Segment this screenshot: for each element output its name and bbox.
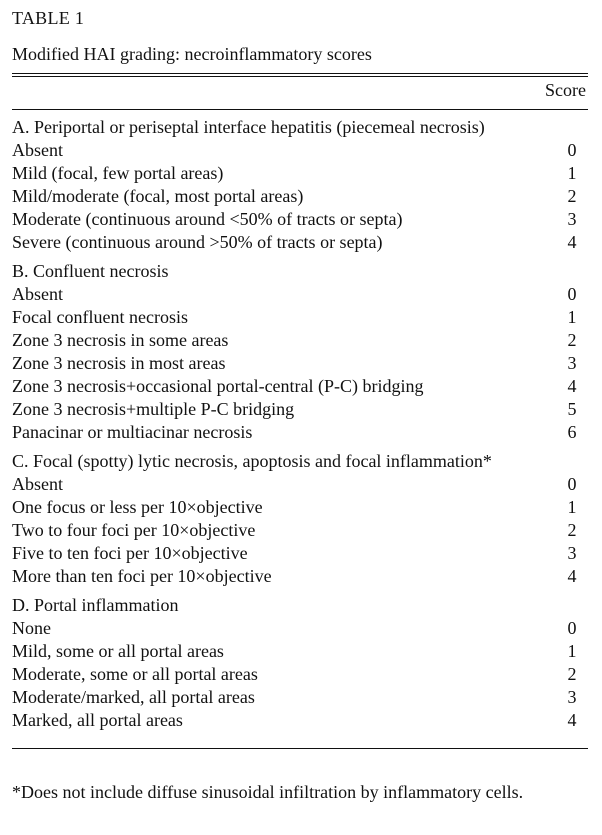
table-section	[12, 260, 588, 444]
table-row	[12, 519, 588, 542]
row-score: 1	[567, 641, 577, 661]
row-score: 4	[567, 376, 577, 396]
table-row	[12, 663, 588, 686]
table-row	[12, 185, 588, 208]
section-title: B. Confluent necrosis	[12, 261, 169, 281]
row-label: Severe (continuous around >50% of tracts or septa)	[12, 232, 383, 252]
row-score: 3	[567, 209, 577, 229]
table-row	[12, 375, 588, 398]
table-row	[12, 565, 588, 588]
row-label: Panacinar or multiacinar necrosis	[12, 422, 253, 442]
table-row	[12, 473, 588, 496]
table-row	[12, 352, 588, 375]
top-rule-double	[12, 76, 588, 77]
section-title: D. Portal inflammation	[12, 595, 179, 615]
table-row	[12, 542, 588, 565]
table-section	[12, 116, 588, 254]
row-label: None	[12, 618, 51, 638]
table-row	[12, 231, 588, 254]
row-label: Marked, all portal areas	[12, 710, 183, 730]
row-score: 4	[567, 232, 577, 252]
table-body	[12, 116, 588, 738]
row-label: Five to ten foci per 10×objective	[12, 543, 248, 563]
row-label: Moderate (continuous around <50% of tracts or septa)	[12, 209, 403, 229]
row-score: 2	[567, 330, 577, 350]
row-score: 1	[567, 497, 577, 517]
row-score: 2	[567, 520, 577, 540]
table-row	[12, 421, 588, 444]
table-footnote: *Does not include diffuse sinusoidal infiltration by inflammatory cells.	[12, 782, 524, 802]
table-row	[12, 306, 588, 329]
table-row	[12, 617, 588, 640]
table-label: TABLE 1	[12, 8, 85, 28]
row-label: Moderate, some or all portal areas	[12, 664, 258, 684]
row-label: Zone 3 necrosis in some areas	[12, 330, 229, 350]
row-score: 4	[567, 566, 577, 586]
row-score: 3	[567, 687, 577, 707]
table-row	[12, 208, 588, 231]
row-score: 0	[567, 618, 577, 638]
table-section	[12, 450, 588, 588]
bottom-rule	[12, 748, 588, 749]
row-score: 2	[567, 664, 577, 684]
section-title: C. Focal (spotty) lytic necrosis, apoptosis and focal inflammation*	[12, 451, 492, 471]
row-score: 4	[567, 710, 577, 730]
row-label: More than ten foci per 10×objective	[12, 566, 272, 586]
row-score: 0	[567, 474, 577, 494]
table-section	[12, 594, 588, 732]
row-label: Zone 3 necrosis+multiple P-C bridging	[12, 399, 295, 419]
row-score: 1	[567, 307, 577, 327]
row-label: Absent	[12, 284, 63, 304]
row-label: Two to four foci per 10×objective	[12, 520, 256, 540]
table-row	[12, 283, 588, 306]
row-label: Mild, some or all portal areas	[12, 641, 224, 661]
top-rule	[12, 73, 588, 74]
row-score: 0	[567, 140, 577, 160]
row-label: One focus or less per 10×objective	[12, 497, 263, 517]
table-row	[12, 640, 588, 663]
row-label: Mild (focal, few portal areas)	[12, 163, 224, 183]
table-row	[12, 329, 588, 352]
row-label: Absent	[12, 140, 63, 160]
header-rule	[12, 109, 588, 110]
table-row	[12, 686, 588, 709]
row-label: Absent	[12, 474, 63, 494]
table-row	[12, 139, 588, 162]
row-score: 6	[567, 422, 577, 442]
row-score: 1	[567, 163, 577, 183]
score-column-header: Score	[545, 80, 586, 100]
section-title: A. Periportal or periseptal interface hepatitis (piecemeal necrosis)	[12, 117, 485, 137]
row-score: 0	[567, 284, 577, 304]
row-label: Zone 3 necrosis+occasional portal-central (P-C) bridging	[12, 376, 424, 396]
table-row	[12, 709, 588, 732]
row-score: 3	[567, 353, 577, 373]
table-row	[12, 162, 588, 185]
row-label: Focal confluent necrosis	[12, 307, 188, 327]
row-score: 5	[567, 399, 577, 419]
row-label: Mild/moderate (focal, most portal areas)	[12, 186, 304, 206]
row-score: 2	[567, 186, 577, 206]
table-caption: Modified HAI grading: necroinflammatory scores	[12, 44, 372, 64]
row-label: Moderate/marked, all portal areas	[12, 687, 255, 707]
row-score: 3	[567, 543, 577, 563]
row-label: Zone 3 necrosis in most areas	[12, 353, 226, 373]
table-row	[12, 398, 588, 421]
table-row	[12, 496, 588, 519]
